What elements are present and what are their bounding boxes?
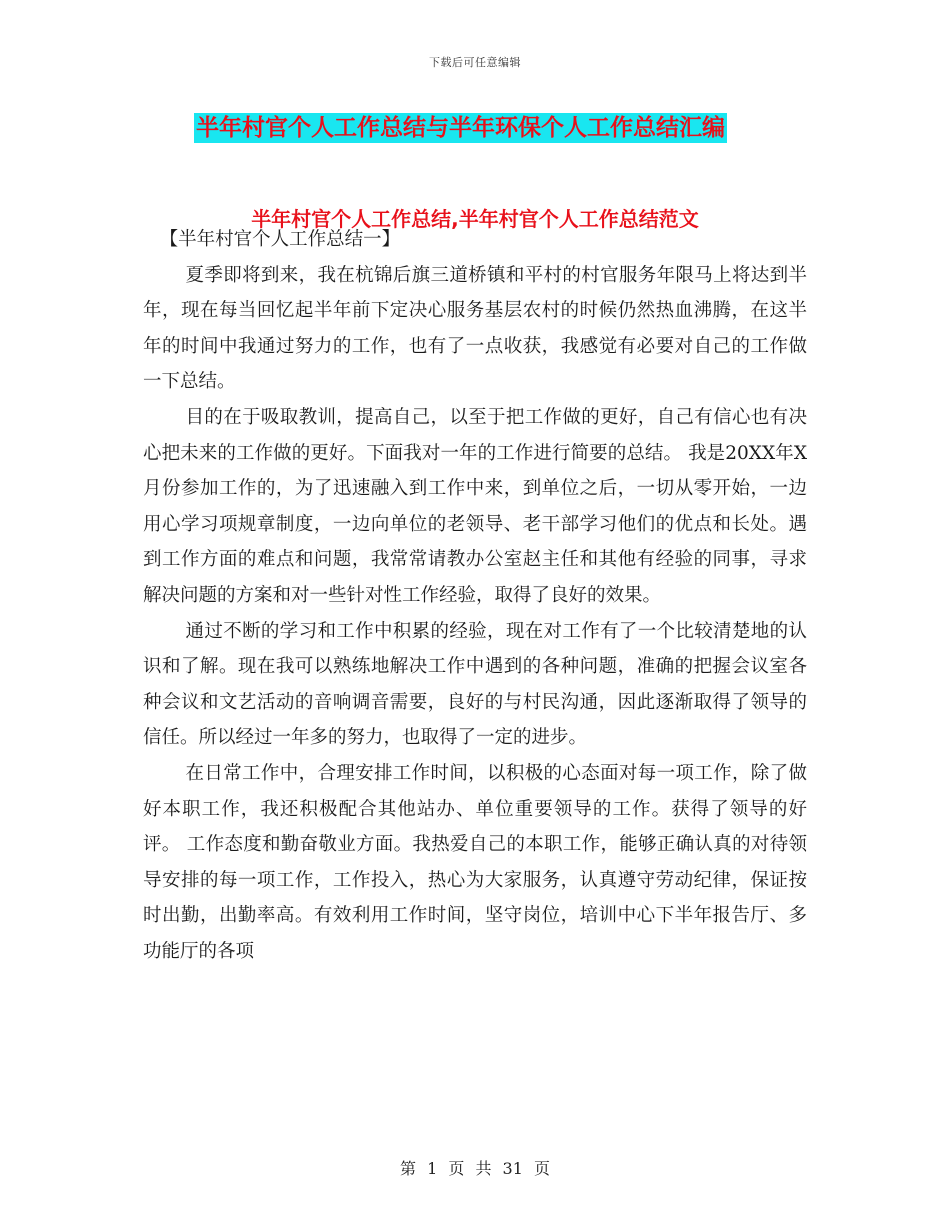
document-main-title: 半年村官个人工作总结与半年环保个人工作总结汇编 (196, 115, 725, 141)
document-sub-title: 半年村官个人工作总结,半年村官个人工作总结范文 (251, 207, 699, 231)
header-note: 下载后可任意编辑 (429, 56, 521, 69)
document-body (143, 222, 807, 969)
section-heading: 【半年村官个人工作总结一】 (159, 229, 401, 250)
body-paragraph: 在日常工作中，合理安排工作时间，以积极的心态面对每一项工作，除了做好本职工作，我还积极配合其他站办、单位重要领导的工作。获得了领导的好评。 工作态度和勤奋敬业方面。我热爱自己的本职工作，能够正确认真的对待领导安排的每一项工作，工作投入，热心为大家服务，认真遵守劳动纪律，保证按时出勤，出勤率高。有效利用工作时间，坚守岗位，培训中心下半年报告厅、多功能厅的各项 (143, 762, 807, 962)
body-paragraph: 通过不断的学习和工作中积累的经验，现在对工作有了一个比较清楚地的认识和了解。现在我可以熟练地解决工作中遇到的各种问题，准确的把握会议室各种会议和文艺活动的音响调音需要，良好的与村民沟通，因此逐渐取得了领导的信任。所以经过一年多的努力，也取得了一定的进步。 (143, 620, 807, 749)
body-paragraph: 夏季即将到来，我在杭锦后旗三道桥镇和平村的村官服务年限马上将达到半年，现在每当回忆起半年前下定决心服务基层农村的时候仍然热血沸腾，在这半年的时间中我通过努力的工作，也有了一点收获，我感觉有必要对自己的工作做一下总结。 (143, 264, 807, 393)
page-number-footer: 第 1 页 共 31 页 (400, 1159, 550, 1178)
body-paragraph: 目的在于吸取教训，提高自己，以至于把工作做的更好，自己有信心也有决心把未来的工作做的更好。下面我对一年的工作进行简要的总结。 我是20XX年X月份参加工作的，为了迅速融入到工作中来，到单位之后，一切从零开始，一边用心学习项规章制度，一边向单位的老领导、老干部学习他们的优点和长处。遇到工作方面的难点和问题，我常常请教办公室赵主任和其他有经验的同事，寻求解决问题的方案和对一些针对性工作经验，取得了良好的效果。 (143, 406, 807, 606)
